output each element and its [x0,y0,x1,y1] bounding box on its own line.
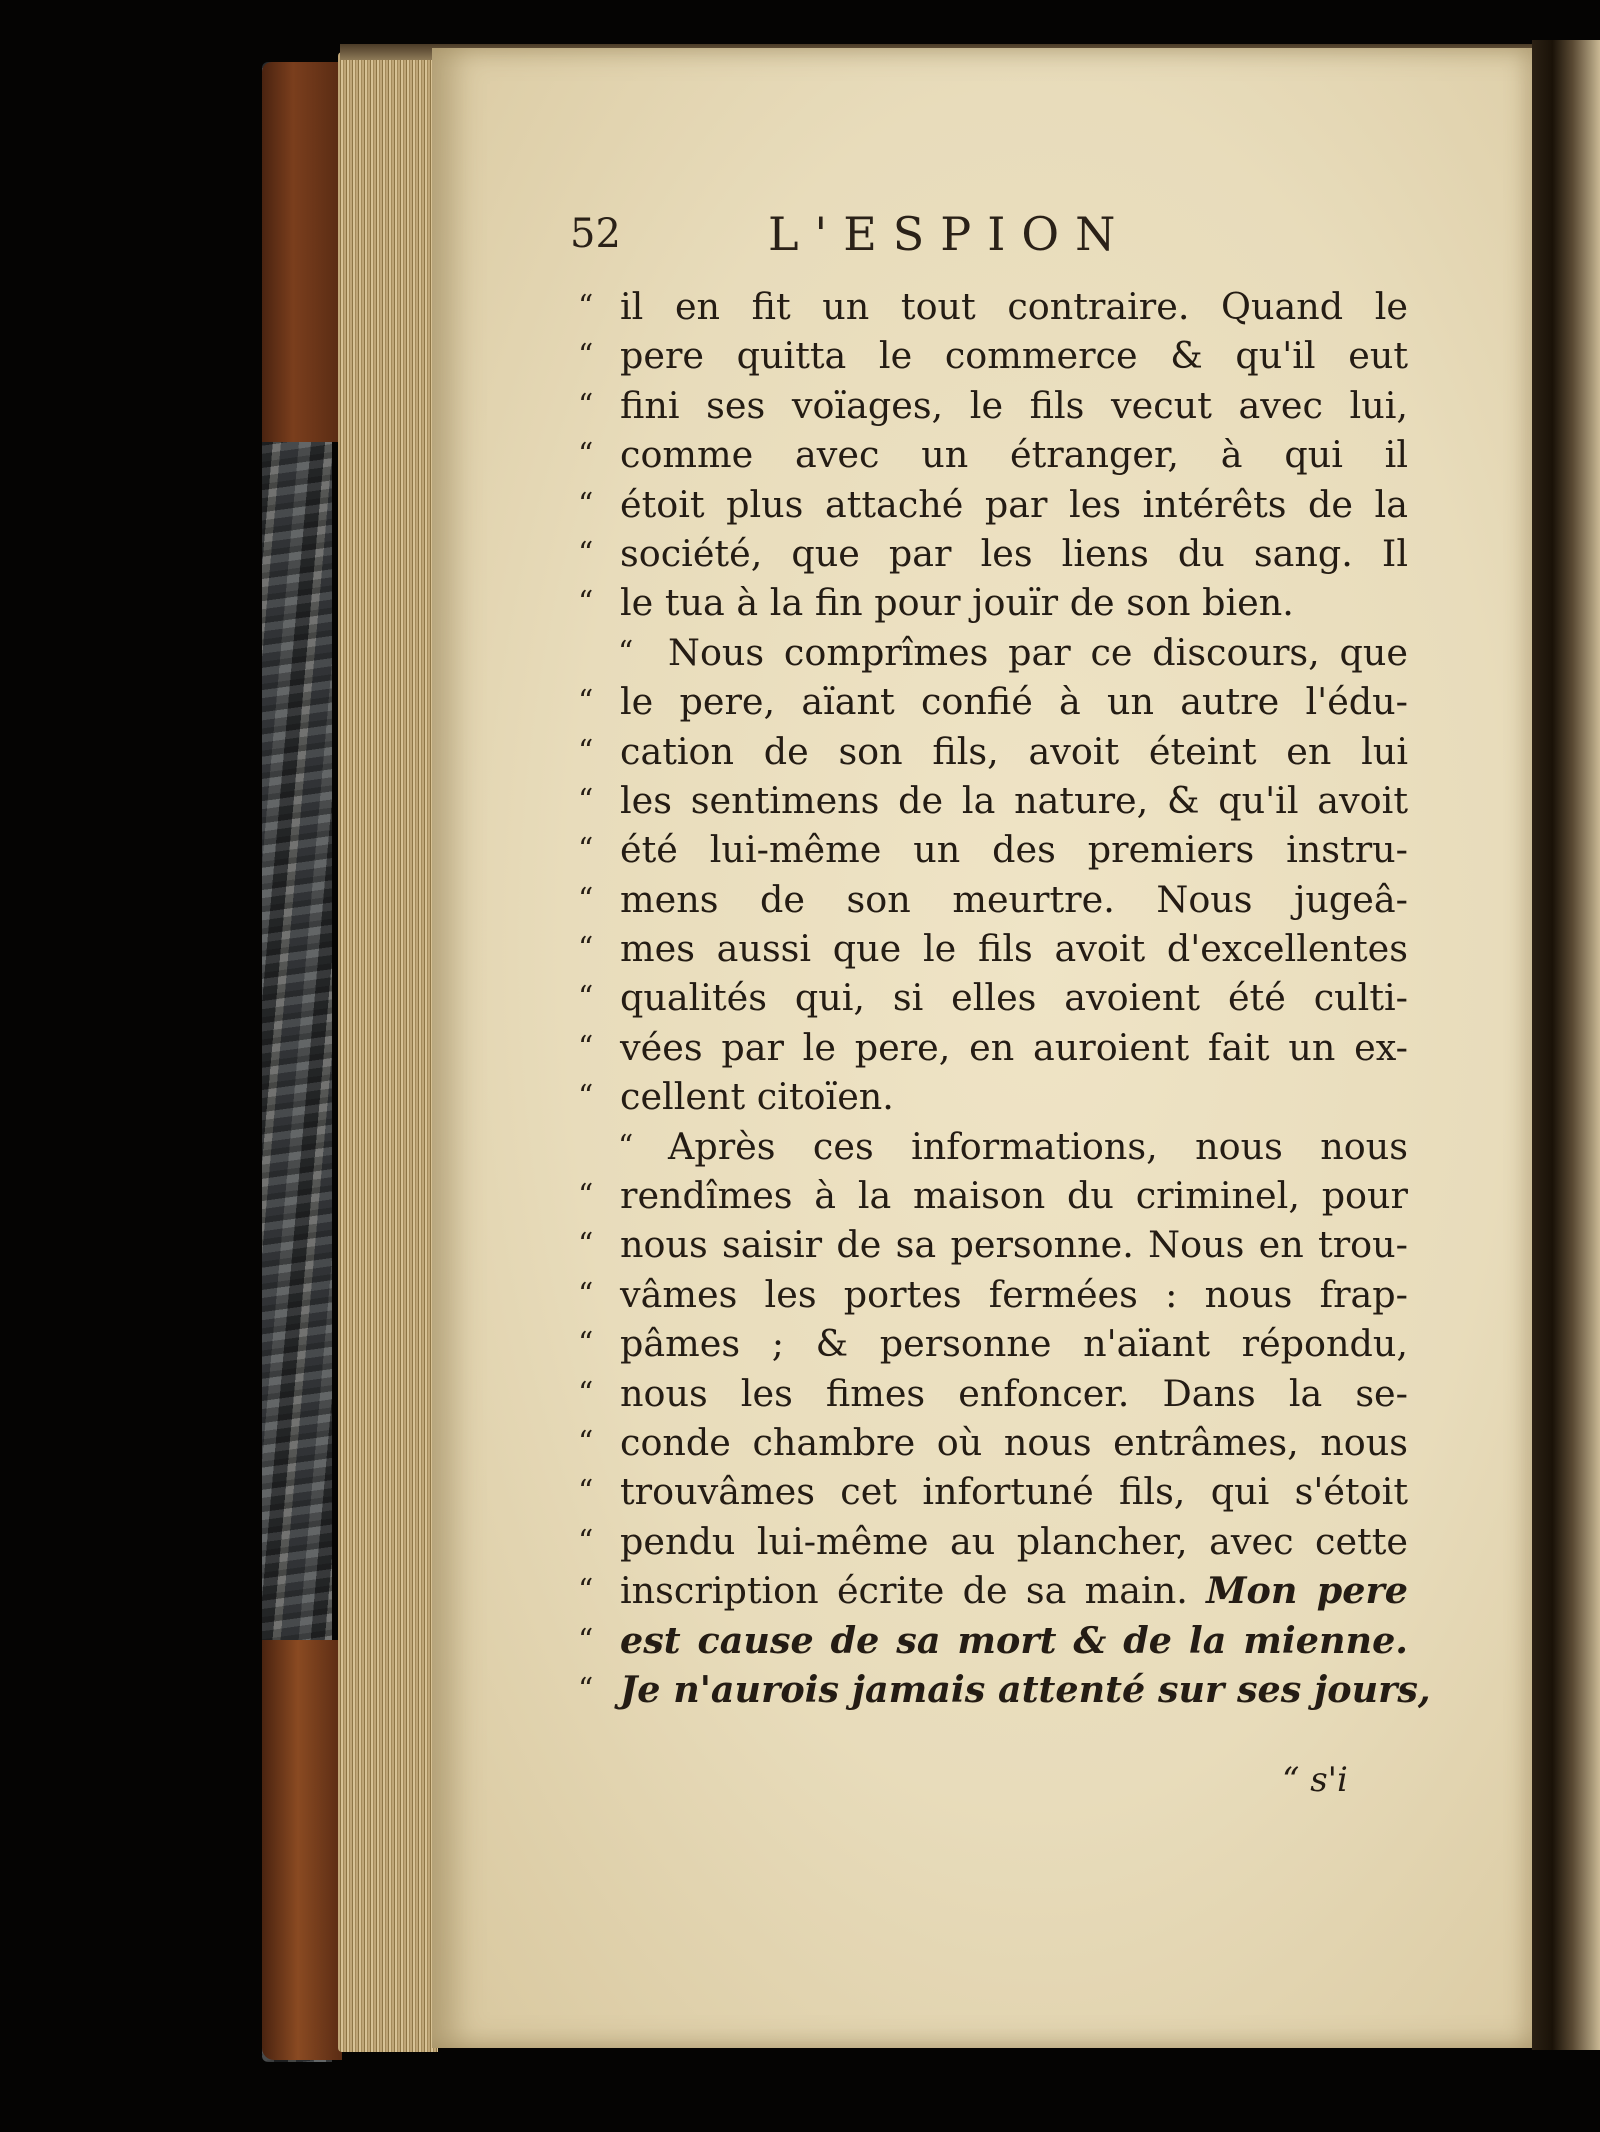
line-text: le pere, aïant confié à un autre l'édu- [620,680,1408,724]
line-text: pendu lui-même au plancher, avec cette [620,1519,1408,1563]
line-text: qualités qui, si elles avoient été culti- [620,976,1408,1020]
text-line [578,875,1408,924]
text-line [578,1418,1408,1467]
quote-mark: “ [578,832,594,868]
line-text: rendîmes à la maison du criminel, pour [620,1174,1408,1218]
text-line [578,480,1408,529]
line-text: vâmes les portes fermées : nous frap- [620,1272,1408,1316]
text-line [578,1467,1408,1516]
quote-mark: “ [578,1474,594,1510]
text-line [578,1616,1408,1665]
quote-mark: “ [578,1424,594,1460]
line-text: société, que par les liens du sang. Il [620,531,1408,575]
quote-mark: “ [618,1128,634,1164]
quote-mark: “ [578,881,594,917]
quote-mark: “ [578,1326,594,1362]
line-text: Nous comprîmes par ce discours, que [668,630,1408,674]
text-line [578,1369,1408,1418]
quote-mark: “ [578,684,594,720]
quote-mark: “ [578,585,594,621]
line-text: cation de son fils, avoit éteint en lui [620,729,1408,773]
leather-corner-top [262,62,340,442]
page-edges [338,52,438,2052]
quote-mark: “ [578,1671,594,1707]
line-text: étoit plus attaché par les intérêts de la [620,482,1408,526]
line-text: Après ces informations, nous nous [668,1124,1408,1168]
line-text: trouvâmes cet infortuné fils, qui s'étoit [620,1470,1408,1514]
line-text: nous saisir de sa personne. Nous en trou- [620,1223,1408,1267]
body-text [578,282,1431,1714]
running-title: L'ESPION [768,207,1132,261]
line-text: mens de son meurtre. Nous jugeâ- [620,877,1408,921]
line-text-italic: Mon pere [1206,1569,1408,1613]
quote-mark: “ [578,1227,594,1263]
text-line [578,677,1408,726]
quote-mark: “ [578,782,594,818]
line-text-italic: Je n'aurois jamais attenté sur ses jours, [620,1667,1431,1711]
line-text: fini ses voïages, le fils vecut avec lui, [620,383,1408,427]
line-text: été lui-même un des premiers instru- [620,828,1408,872]
quote-mark: “ [578,1276,594,1312]
quote-mark: “ [578,1178,594,1214]
line-text-italic: est cause de sa mort & de la mienne. [620,1618,1408,1662]
line-text: les sentimens de la nature, & qu'il avoit [620,778,1408,822]
text-line [578,1171,1408,1220]
quote-mark: “ [578,1622,594,1658]
text-line [578,973,1408,1022]
text-line [578,1023,1408,1072]
text-line [578,1270,1408,1319]
text-line [578,727,1408,776]
text-line [578,1517,1408,1566]
text-line [578,1072,1408,1121]
quote-mark: “ [578,1029,594,1065]
quote-mark: “ [578,733,594,769]
text-line [578,776,1408,825]
quote-mark: “ [578,1573,594,1609]
line-text: vées par le pere, en auroient fait un ex- [620,1025,1408,1069]
quote-mark: “ [578,486,594,522]
quote-mark: “ [578,387,594,423]
quote-mark: “ [578,338,594,374]
line-text: comme avec un étranger, à qui il [620,433,1408,477]
catchword: “ s'i [1282,1760,1348,1800]
line-text: pere quitta le commerce & qu'il eut [620,334,1408,378]
quote-mark: “ [578,1375,594,1411]
leather-corner-bottom [262,1640,342,2060]
line-text [620,1566,1408,1615]
text-line [578,1566,1408,1615]
quote-mark: “ [578,437,594,473]
quote-mark: “ [618,634,634,670]
page-number: 52 [570,211,621,257]
line-text: cellent citoïen. [620,1075,894,1119]
line-text: pâmes ; & personne n'aïant répondu, [620,1322,1408,1366]
line-text: mes aussi que le fils avoit d'excellentes [620,927,1408,971]
text-line [578,578,1408,627]
text-line [578,381,1408,430]
line-text-roman: inscription écrite de sa main. [620,1569,1188,1613]
text-line [578,282,1408,331]
page-header [570,204,1210,264]
quote-mark: “ [578,289,594,324]
line-text: conde chambre où nous entrâmes, nous [620,1420,1408,1464]
text-line [578,529,1408,578]
text-line [578,1122,1408,1171]
text-line [578,1220,1408,1269]
quote-mark: “ [578,1079,594,1115]
text-line [578,331,1408,380]
text-line [578,924,1408,973]
quote-mark: “ [578,980,594,1016]
text-line [578,430,1408,479]
line-text: il en fit un tout contraire. Quand le [620,285,1408,328]
text-line [578,628,1408,677]
text-line [578,825,1408,874]
quote-mark: “ [578,931,594,967]
facing-page-edge [1532,40,1600,2050]
quote-mark: “ [578,535,594,571]
line-text: nous les fimes enfoncer. Dans la se- [620,1371,1408,1415]
text-line [578,1319,1408,1368]
text-line [578,1665,1431,1714]
quote-mark: “ [578,1523,594,1559]
line-text: le tua à la fin pour jouïr de son bien. [620,581,1294,625]
